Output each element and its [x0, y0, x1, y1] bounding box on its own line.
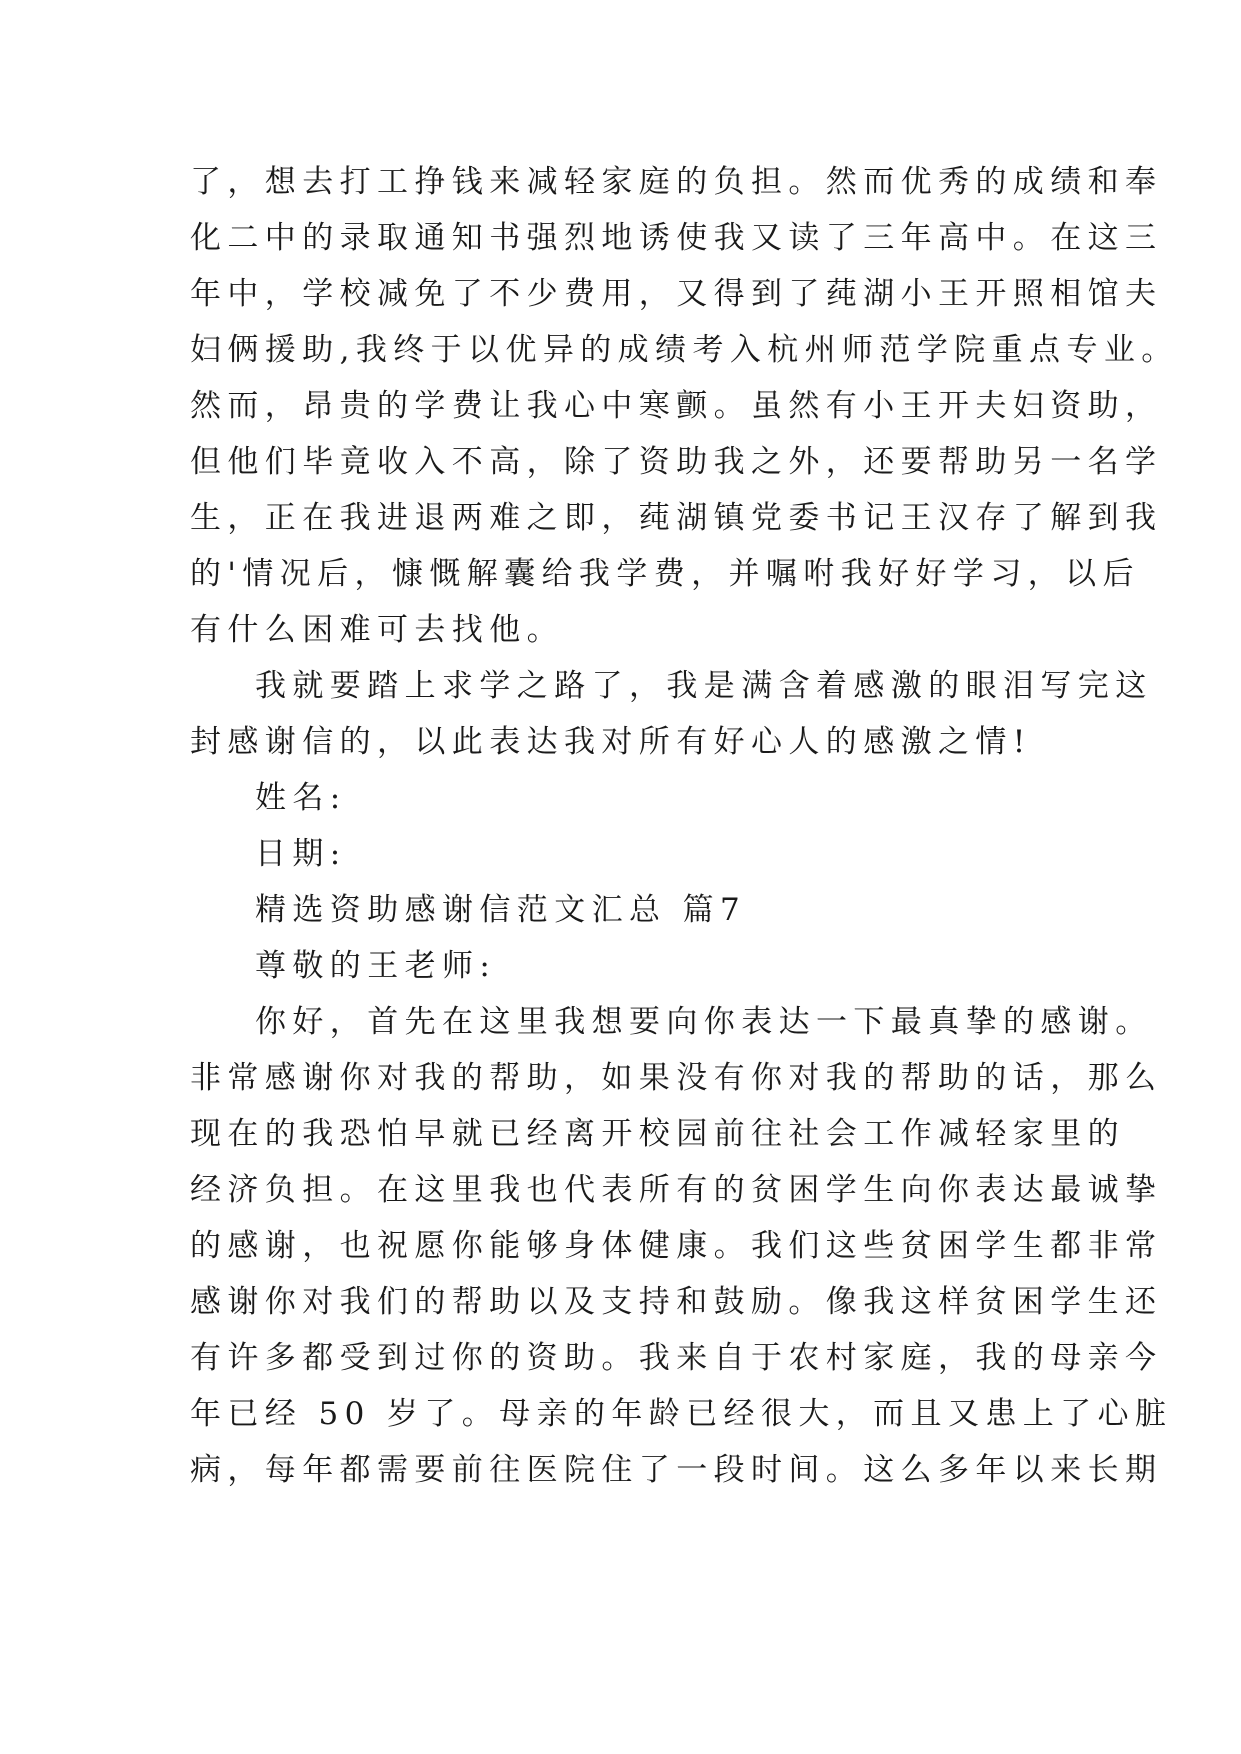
paragraph-line: 年已经 50 岁了。母亲的年龄已经很大，而且又患上了心脏	[190, 1396, 1173, 1432]
paragraph-line: 我就要踏上求学之路了，我是满含着感激的眼泪写完这	[255, 668, 1153, 704]
name-field-label: 姓名:	[255, 780, 347, 816]
paragraph-line: 有什么困难可去找他。	[190, 612, 564, 648]
paragraph-line: 生，正在我进退两难之即，莼湖镇党委书记王汉存了解到我	[190, 500, 1163, 536]
paragraph-line: 年中，学校减免了不少费用，又得到了莼湖小王开照相馆夫	[190, 276, 1163, 312]
section-heading: 精选资助感谢信范文汇总 篇7	[255, 892, 747, 928]
date-field-label: 日期:	[255, 836, 347, 872]
paragraph-line: 然而，昂贵的学费让我心中寒颤。虽然有小王开夫妇资助，	[190, 388, 1163, 424]
paragraph-line: 但他们毕竟收入不高，除了资助我之外，还要帮助另一名学	[190, 444, 1163, 480]
paragraph-line: 封感谢信的，以此表达我对所有好心人的感激之情!	[190, 724, 1032, 760]
paragraph-line: 了，想去打工挣钱来减轻家庭的负担。然而优秀的成绩和奉	[190, 164, 1163, 200]
paragraph-line: 病，每年都需要前往医院住了一段时间。这么多年以来长期	[190, 1452, 1163, 1488]
paragraph-line: 的感谢，也祝愿你能够身体健康。我们这些贫困学生都非常	[190, 1228, 1163, 1264]
paragraph-line: 有许多都受到过你的资助。我来自于农村家庭，我的母亲今	[190, 1340, 1163, 1376]
salutation: 尊敬的王老师:	[255, 948, 497, 984]
paragraph-line: 现在的我恐怕早就已经离开校园前往社会工作减轻家里的	[190, 1116, 1125, 1152]
paragraph-line: 你好，首先在这里我想要向你表达一下最真挚的感谢。	[255, 1004, 1153, 1040]
paragraph-line: 妇俩援助,我终于以优异的成绩考入杭州师范学院重点专业。	[190, 332, 1179, 368]
paragraph-line: 非常感谢你对我的帮助，如果没有你对我的帮助的话，那么	[190, 1060, 1163, 1096]
paragraph-line: 化二中的录取通知书强烈地诱使我又读了三年高中。在这三	[190, 220, 1163, 256]
paragraph-line: 的'情况后，慷慨解囊给我学费，并嘱咐我好好学习，以后	[190, 556, 1140, 592]
paragraph-line: 经济负担。在这里我也代表所有的贫困学生向你表达最诚挚	[190, 1172, 1163, 1208]
paragraph-line: 感谢你对我们的帮助以及支持和鼓励。像我这样贫困学生还	[190, 1284, 1163, 1320]
